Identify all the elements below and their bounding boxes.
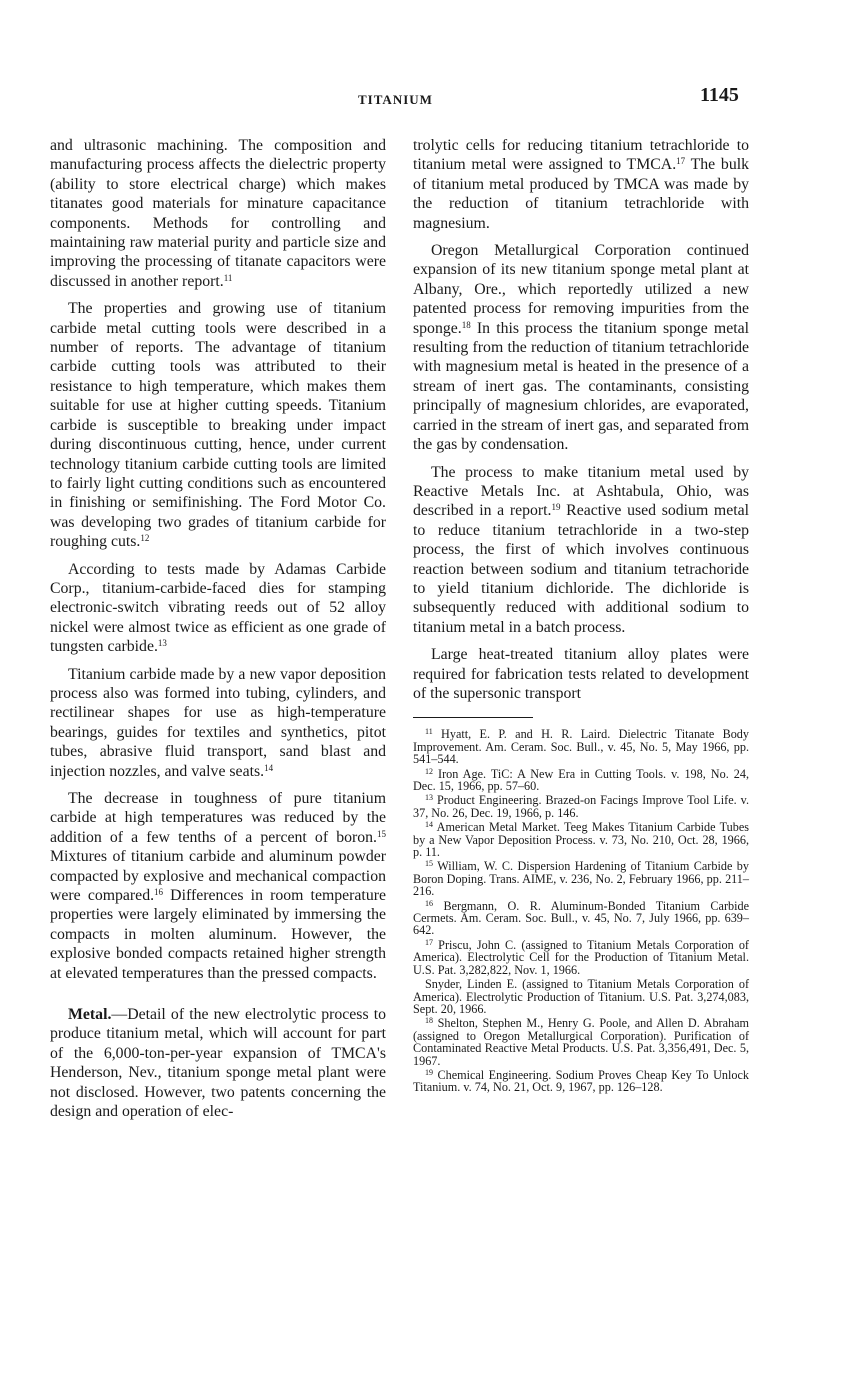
footnote-ref[interactable]: 13 bbox=[157, 638, 167, 649]
footnote-divider bbox=[413, 717, 533, 718]
paragraph: The process to make titanium metal used by Reactive Metals Inc. at Ashtabula, Ohio, was described in a report.$^{19}$ Reactive used sodium metal to reduce titanium tetrachloride in a two-step process, the first of which involves continuous reaction between sodium and titanium tetrachoride to yield titanium dichloride. The dichloride is subsequently reduced with additional sodium to titanium metal in a batch process. bbox=[413, 463, 749, 636]
footnote: $^{11}$ Hyatt, E. P. and H. R. Laird. Dielectric Titanate Body Improvement. Am. Ceram. Soc. Bull., v. 45, No. 5, May 1966, pp. 541–544. bbox=[413, 727, 749, 767]
footnote-ref[interactable]: 19 bbox=[551, 502, 561, 513]
footnote-ref[interactable]: 11 bbox=[223, 272, 233, 283]
page-number: 1145 bbox=[700, 84, 739, 106]
footnote: $^{17}$ Priscu, John C. (assigned to Titanium Metals Corporation of America). Electrolytic Cell for the Production of Titanium Metal. U.S. Pat. 3,282,822, Nov. 1, 1966. bbox=[413, 937, 749, 977]
footnote-ref[interactable]: 18 bbox=[461, 319, 471, 330]
footnote-ref[interactable]: 15 bbox=[377, 828, 386, 839]
footnotes bbox=[413, 728, 749, 1093]
left-column bbox=[50, 136, 386, 1130]
footnote: Snyder, Linden E. (assigned to Titanium Metals Corporation of America). Electrolytic Production of Titanium. U.S. Pat. 3,274,083, Sept. 20, 1966. bbox=[413, 977, 749, 1016]
footnote: $^{16}$ Bergmann, O. R. Aluminum-Bonded Titanium Carbide Cermets. Am. Ceram. Soc. Bull., v. 45, No. 7, July 1966, pp. 639–642. bbox=[413, 898, 750, 938]
right-column bbox=[413, 136, 749, 1096]
paragraph: The properties and growing use of titanium carbide metal cutting tools were described in a number of reports. The advantage of titanium carbide cutting tools was attributed to their resistance to high temperature, which makes them suitable for use at higher cutting speeds. Titanium carbide is susceptible to breaking under impact during discontinuous cutting, hence, under current technology titanium carbide cutting tools are limited to fairly light cutting conditions such as encountered in finishing or semifinishing. The Ford Motor Co. was developing two grades of titanium carbide for roughing cuts.$^{12}$ bbox=[50, 300, 386, 551]
running-head: TITANIUM bbox=[358, 92, 433, 107]
paragraph: Titanium carbide made by a new vapor deposition process also was formed into tubing, cylinders, and rectilinear shapes for use as high-temperature bearings, guides for textiles and synthetics, pitot tubes, abrasive fluid transport, sand blast and injection nozzles, and valve seats.$^{14}$ bbox=[50, 665, 386, 780]
paragraph: trolytic cells for reducing titanium tetrachloride to titanium metal were assigned to TMCA.$^{17}$ The bulk of titanium metal produced by TMCA was made by the reduction of titanium tetrachloride with magnesium. bbox=[413, 137, 750, 232]
footnote-ref[interactable]: 16 bbox=[154, 887, 164, 898]
footnote: $^{13}$ Product Engineering. Brazed-on Facings Improve Tool Life. v. 37, No. 26, Dec. 19, 1966, p. 146. bbox=[413, 793, 749, 820]
paragraph: According to tests made by Adamas Carbide Corp., titanium-carbide-faced dies for stamping electronic-switch vibrating reeds out of 52 alloy nickel were almost twice as efficient as one grade of tungsten carbide.$^{13}$ bbox=[50, 560, 386, 656]
section-heading: Metal. bbox=[68, 1006, 112, 1024]
paragraph: Large heat-treated titanium alloy plates were required for fabrication tests related to development of the supersonic transport bbox=[413, 646, 749, 702]
footnote: $^{19}$ Chemical Engineering. Sodium Proves Cheap Key To Unlock Titanium. v. 74, No. 21, Oct. 9, 1967, pp. 126–128. bbox=[413, 1067, 750, 1095]
page-header bbox=[0, 84, 860, 114]
paragraph: and ultrasonic machining. The composition and manufacturing process affects the dielectric property (ability to store electrical charge) which makes titanates good materials for minature capacitance components. Methods for controlling and maintaining raw material purity and particle size and improving the processing of titanate capacitors were discussed in another report.$^{11}$ bbox=[50, 137, 386, 290]
footnote-ref[interactable]: 12 bbox=[140, 533, 150, 544]
footnote: $^{15}$ William, W. C. Dispersion Hardening of Titanium Carbide by Boron Doping. Trans. AIME, v. 236, No. 2, February 1966, pp. 211–216. bbox=[413, 859, 749, 899]
footnote-ref[interactable]: 14 bbox=[264, 762, 274, 773]
paragraph: Oregon Metallurgical Corporation continued expansion of its new titanium sponge metal plant at Albany, Ore., which reportedly utilized a new patented process for removing impurities from the sponge.$^{18}$ In this process the titanium sponge metal resulting from the reduction of titanium tetrachloride with magnesium metal is heated in the presence of a stream of inert gas. The contaminants, consisting principally of magnesium chlorides, are evaporated, carried in the stream of inert gas, and separated from the gas by condensation. bbox=[413, 242, 749, 454]
footnote: $^{14}$ American Metal Market. Teeg Makes Titanium Carbide Tubes by a New Vapor Deposition Process. v. 73, No. 210, Oct. 28, 1966, p. 11. bbox=[413, 820, 749, 860]
paragraph: The decrease in toughness of pure titanium carbide at high temperatures was reduced by the addition of a few tenths of a percent of boron.$^{15}$ Mixtures of titanium carbide and aluminum powder compacted by explosive and mechanical compaction were compared.$^{16}$ Differences in room temperature properties were largely eliminated by immersing the compacts in molten aluminum. However, the explosive bonded compacts retained higher strength at elevated temperatures than the pressed compacts. bbox=[50, 790, 386, 982]
paragraph-metal: Metal.—Detail of the new electrolytic process to produce titanium metal, which will account for part of the 6,000-ton-per-year expansion of TMCA's Henderson, Nev., titanium sponge metal plant were not disclosed. However, two patents concerning the design and operation of elec- bbox=[50, 1006, 386, 1121]
footnote-ref[interactable]: 17 bbox=[676, 156, 686, 167]
footnote: $^{18}$ Shelton, Stephen M., Henry G. Poole, and Allen D. Abraham (assigned to Oregon Metallurgical Corporation). Purification of Contaminated Reactive Metal Products. U.S. Pat. 3,356,491, Dec. 5, 1967. bbox=[413, 1016, 749, 1068]
footnote: $^{12}$ Iron Age. TiC: A New Era in Cutting Tools. v. 198, No. 24, Dec. 15, 1966, pp. 57–60. bbox=[413, 766, 750, 793]
